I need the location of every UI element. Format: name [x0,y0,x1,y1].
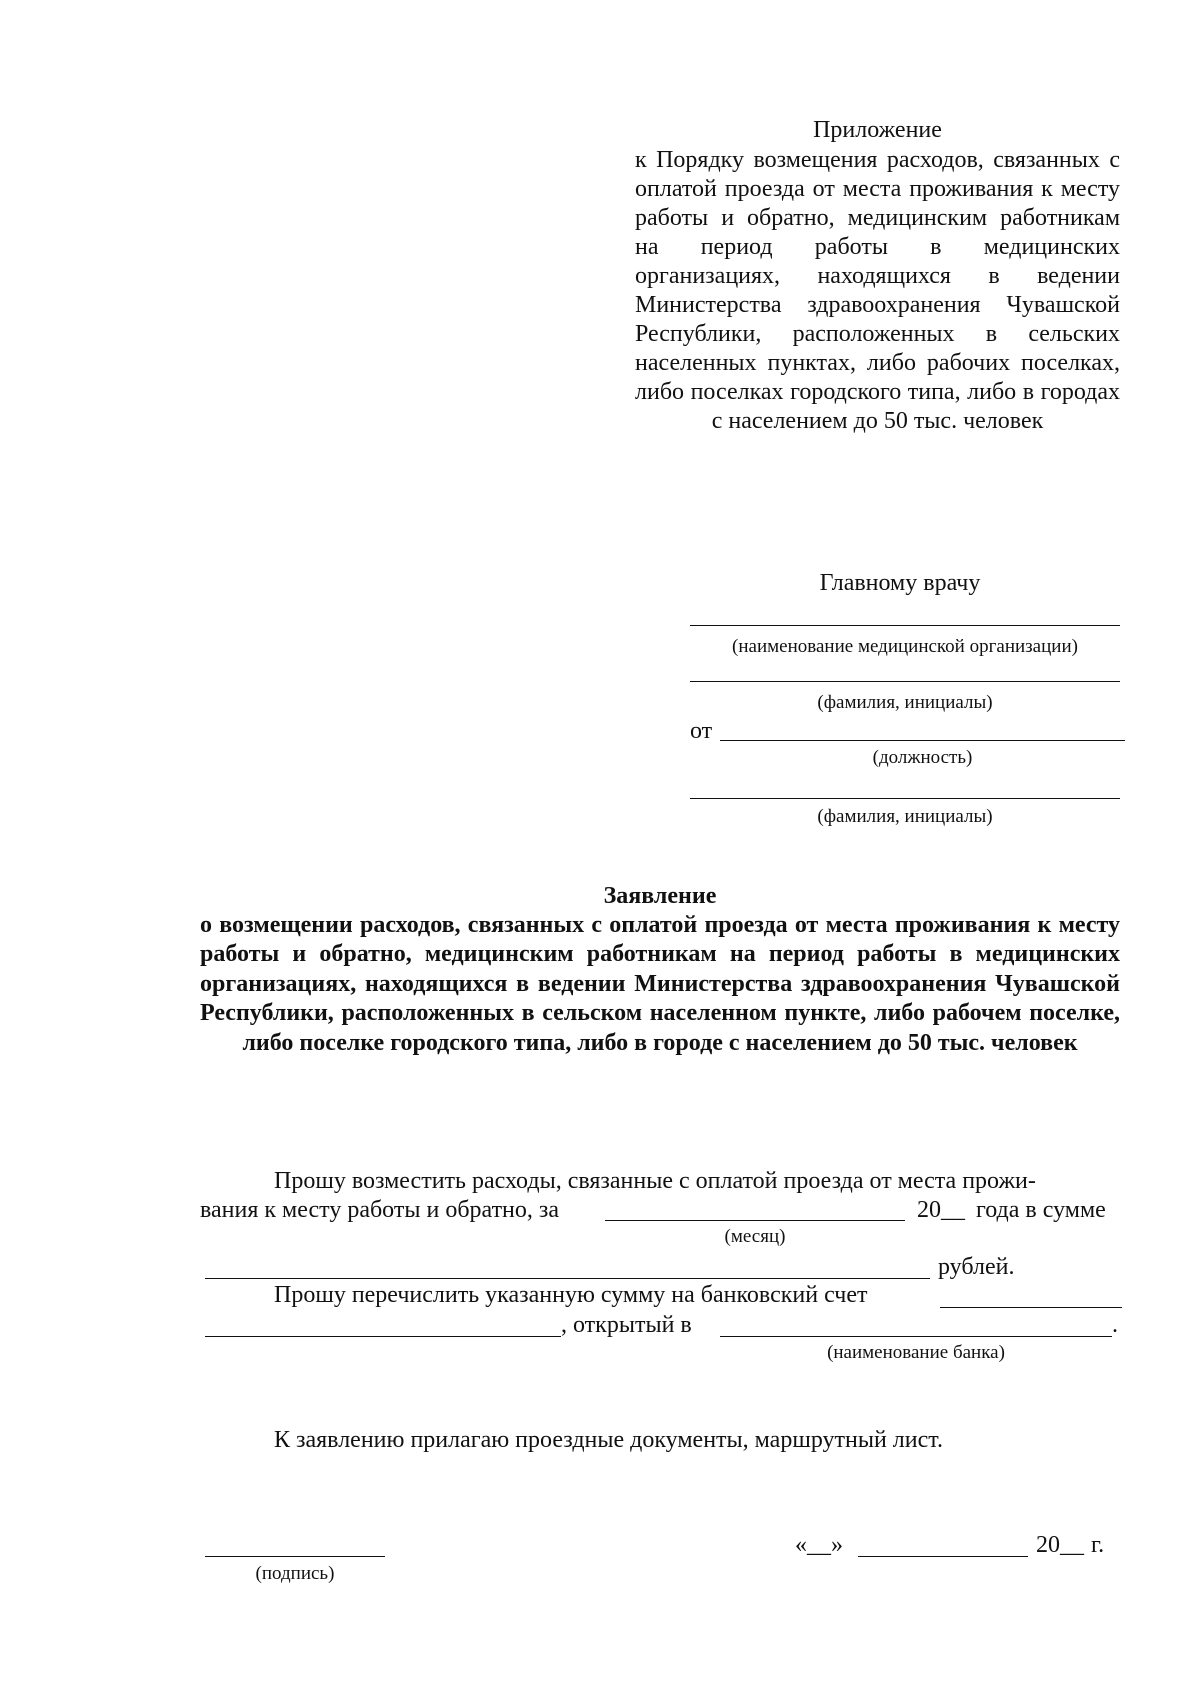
request-line-1: Прошу возместить расходы, связанные с оплатой проезда от места прожи- [274,1168,1036,1194]
statement-title: Заявление [603,883,717,909]
year-field[interactable]: 20__ [917,1197,965,1223]
request-line-2-start: вания к месту работы и обратно, за [200,1197,560,1223]
head-doctor-name-caption: (фамилия, инициалы) [817,692,993,713]
date-suffix: г. [1091,1532,1105,1558]
bank-account-field-2[interactable] [205,1336,561,1337]
transfer-request-line: Прошу перечислить указанную сумму на банковский счет [274,1282,868,1308]
date-day-field[interactable]: «__» [795,1532,843,1558]
month-field[interactable] [605,1220,905,1221]
bank-line-period: . [1112,1312,1118,1338]
date-year-field[interactable]: 20__ [1036,1532,1084,1558]
from-label: от [690,718,713,744]
rubles-label: рублей. [938,1254,1015,1280]
applicant-position-field[interactable] [720,740,1125,741]
signature-field[interactable] [205,1556,385,1557]
signature-caption: (подпись) [255,1563,335,1584]
appendix-body: к Порядку возмещения расходов, связанных с оплатой проезда от места проживания к месту работы и обратно, медицинским работникам на период работы в медицинских организациях, находящихся в ведении Министерства здравоохранения Чувашской Республики, расположенных в сельских населенных пунктах, либо рабочих поселках, либо поселках городского типа, либо в городах с населением до 50 тыс. человек [635,147,1120,434]
amount-field[interactable] [205,1278,930,1279]
bank-account-field-1[interactable] [940,1307,1122,1308]
opened-in-label: , открытый в [561,1312,692,1338]
addressee-title: Главному врачу [819,570,981,596]
month-caption: (месяц) [724,1226,786,1247]
org-name-caption: (наименование медицинской организации) [732,636,1078,657]
date-month-field[interactable] [858,1556,1028,1557]
request-line-2-end: года в сумме [976,1197,1106,1223]
bank-name-field[interactable] [720,1336,1112,1337]
bank-name-caption: (наименование банка) [827,1342,1005,1363]
attachments-line: К заявлению прилагаю проездные документы, маршрутный лист. [274,1427,943,1453]
org-name-field[interactable] [690,625,1120,626]
applicant-position-caption: (должность) [872,747,973,768]
appendix-title: Приложение [813,117,942,143]
statement-subtitle: о возмещении расходов, связанных с оплатой проезда от места проживания к месту работы и обратно, медицинским работникам на период работы в медицинских организациях, находящихся в ведении Министерства здравоохранения Чувашской Республики, расположенных в сельском населенном пункте, либо рабочем поселке, либо поселке городского типа, либо в городе с населением до 50 тыс. человек [200,912,1120,1056]
applicant-name-caption: (фамилия, инициалы) [817,806,993,827]
head-doctor-name-field[interactable] [690,681,1120,682]
applicant-name-field[interactable] [690,798,1120,799]
